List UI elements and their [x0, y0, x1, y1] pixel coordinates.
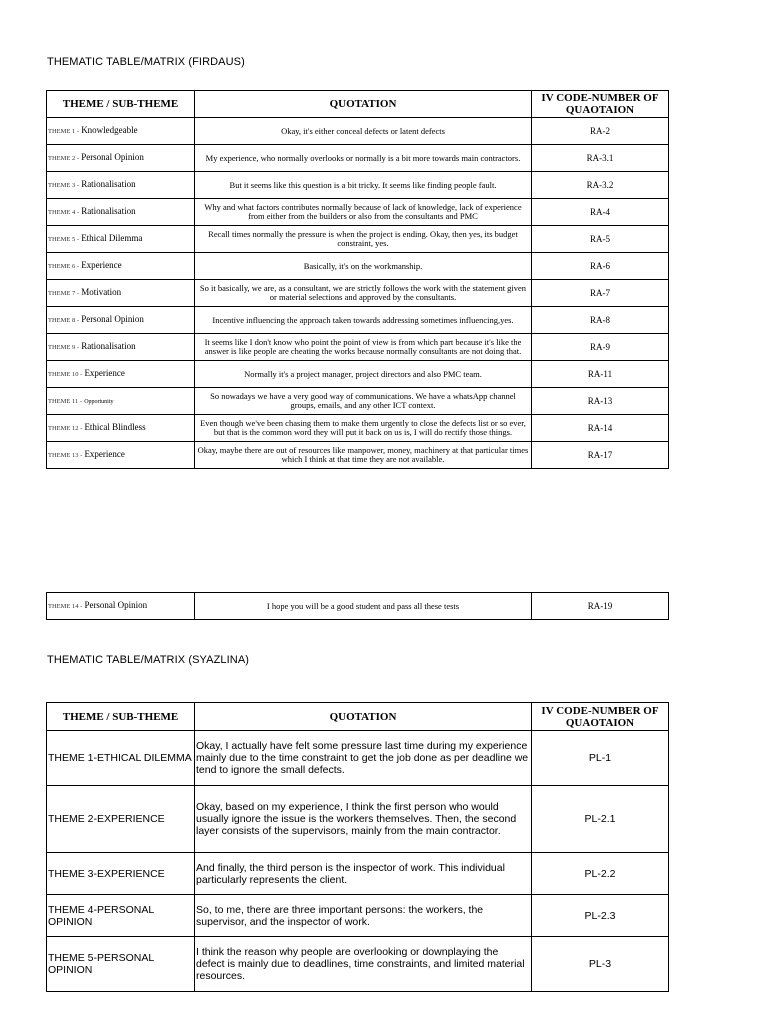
- header-quotation: QUOTATION: [195, 91, 532, 118]
- code-cell: RA-8: [532, 307, 669, 334]
- theme-name: Personal Opinion: [84, 600, 148, 610]
- code-cell: PL-2.3: [532, 895, 669, 937]
- quotation-cell: Basically, it's on the workmanship.: [195, 253, 532, 280]
- header-code: IV CODE-NUMBER OF QUAOTAION: [532, 703, 669, 731]
- quotation-cell: I hope you will be a good student and pass all these tests: [195, 593, 532, 620]
- theme-name: Motivation: [81, 287, 122, 297]
- header-code: IV CODE-NUMBER OF QUAOTAION: [532, 91, 669, 118]
- table-row: [47, 442, 669, 469]
- table-row: [47, 253, 669, 280]
- theme-cell: [47, 415, 195, 442]
- table-header-row: [47, 91, 669, 118]
- theme-number: THEME 7 -: [48, 290, 80, 297]
- theme-number: THEME 3 -: [48, 182, 80, 189]
- theme-cell: [47, 334, 195, 361]
- theme-cell: [47, 199, 195, 226]
- syazlina-thematic-table: [46, 702, 669, 992]
- theme-number: THEME 13 -: [48, 452, 83, 459]
- code-cell: PL-2.1: [532, 786, 669, 853]
- theme-cell: [47, 172, 195, 199]
- table-row: [47, 334, 669, 361]
- table-row: [47, 172, 669, 199]
- code-cell: RA-9: [532, 334, 669, 361]
- theme-number: THEME 9 -: [48, 344, 80, 351]
- quotation-cell: Okay, maybe there are out of resources like manpower, money, machinery at that particular times which I think at that time they are not available.: [195, 442, 532, 469]
- table-header-row: [47, 703, 669, 731]
- theme-name: Personal Opinion: [81, 314, 144, 324]
- table-row: [47, 786, 669, 853]
- quotation-cell: It seems like I don't know who point the point of view is from which part because it's like the answer is like people are cheating the works because normally consultants are not doing that.: [195, 334, 532, 361]
- theme-cell: THEME 2-EXPERIENCE: [47, 786, 195, 853]
- quotation-cell: Even though we've been chasing them to make them urgently to close the defects list or so ever, but that is the common word they will put it back on us is, I will do rectify those things.: [195, 415, 532, 442]
- code-cell: RA-14: [532, 415, 669, 442]
- theme-cell: [47, 307, 195, 334]
- quotation-cell: So it basically, we are, as a consultant, we are strictly follows the work with the statement given or material selections and approved by the consultants.: [195, 280, 532, 307]
- theme-name: Experience: [81, 260, 122, 270]
- theme-cell: [47, 226, 195, 253]
- quotation-cell: Recall times normally the pressure is when the project is ending. Okay, then yes, its budget constraint, yes.: [195, 226, 532, 253]
- header-theme: THEME / SUB-THEME: [47, 703, 195, 731]
- table-row: [47, 280, 669, 307]
- theme-cell: [47, 388, 195, 415]
- quotation-cell: Okay, based on my experience, I think the first person who would usually ignore the issue is the workers themselves. Then, the second layer consists of the supervisors, mainly from the main contractor.: [195, 786, 532, 853]
- theme-number: THEME 1 -: [48, 128, 80, 135]
- theme-number: THEME 8 -: [48, 317, 80, 324]
- quotation-cell: Why and what factors contributes normally because of lack of knowledge, lack of experience from either from the builders or also from the consultants and PMC: [195, 199, 532, 226]
- code-cell: PL-1: [532, 731, 669, 786]
- quotation-cell: So, to me, there are three important persons: the workers, the supervisor, and the inspector of work.: [195, 895, 532, 937]
- theme-cell: [47, 145, 195, 172]
- table-row: [47, 388, 669, 415]
- table-row: [47, 199, 669, 226]
- code-cell: RA-17: [532, 442, 669, 469]
- firdaus-thematic-table-continued: [46, 592, 669, 620]
- firdaus-heading: THEMATIC TABLE/MATRIX (FIRDAUS): [47, 56, 245, 68]
- theme-cell: [47, 361, 195, 388]
- code-cell: RA-13: [532, 388, 669, 415]
- firdaus-thematic-table: [46, 90, 669, 469]
- header-quotation: QUOTATION: [195, 703, 532, 731]
- code-cell: RA-2: [532, 118, 669, 145]
- table-row: [47, 145, 669, 172]
- theme-cell: [47, 593, 195, 620]
- quotation-cell: Incentive influencing the approach taken towards addressing sometimes influencing,yes.: [195, 307, 532, 334]
- syazlina-heading: THEMATIC TABLE/MATRIX (SYAZLINA): [47, 654, 250, 666]
- theme-name: Rationalisation: [81, 179, 136, 189]
- theme-cell: [47, 253, 195, 280]
- theme-name: Rationalisation: [81, 206, 136, 216]
- quotation-cell: Normally it's a project manager, project directors and also PMC team.: [195, 361, 532, 388]
- table-row: [47, 593, 669, 620]
- theme-name: Experience: [84, 449, 125, 459]
- theme-cell: THEME 1-ETHICAL DILEMMA: [47, 731, 195, 786]
- code-cell: PL-2.2: [532, 853, 669, 895]
- table-row: [47, 226, 669, 253]
- theme-name: Experience: [84, 368, 125, 378]
- table-row: [47, 361, 669, 388]
- theme-number: THEME 11 -: [48, 397, 83, 405]
- table-row: [47, 118, 669, 145]
- code-cell: RA-3.2: [532, 172, 669, 199]
- theme-number: THEME 14 -: [48, 603, 83, 610]
- theme-cell: [47, 118, 195, 145]
- theme-number: THEME 12 -: [48, 425, 83, 432]
- theme-number: THEME 5 -: [48, 236, 80, 243]
- quotation-cell: My experience, who normally overlooks or normally is a bit more towards main contractors.: [195, 145, 532, 172]
- code-cell: RA-19: [532, 593, 669, 620]
- table-row: [47, 895, 669, 937]
- code-cell: RA-11: [532, 361, 669, 388]
- quotation-cell: So nowadays we have a very good way of communications. We have a whatsApp channel groups, emails, and any other ICT context.: [195, 388, 532, 415]
- theme-name: Personal Opinion: [81, 152, 144, 162]
- theme-number: THEME 6 -: [48, 263, 80, 270]
- quotation-cell: I think the reason why people are overlooking or downplaying the defect is mainly due to deadlines, time constraints, and limited material resources.: [195, 937, 532, 992]
- table-row: [47, 307, 669, 334]
- code-cell: RA-7: [532, 280, 669, 307]
- theme-cell: THEME 3-EXPERIENCE: [47, 853, 195, 895]
- theme-number: THEME 4 -: [48, 209, 80, 216]
- theme-cell: THEME 5-PERSONAL OPINION: [47, 937, 195, 992]
- quotation-cell: Okay, it's either conceal defects or latent defects: [195, 118, 532, 145]
- quotation-cell: Okay, I actually have felt some pressure last time during my experience mainly due to the time constraint to get the job done as per deadline we tend to ignore the small defects.: [195, 731, 532, 786]
- theme-cell: THEME 4-PERSONAL OPINION: [47, 895, 195, 937]
- theme-cell: [47, 280, 195, 307]
- theme-name: Ethical Blindless: [84, 422, 146, 432]
- theme-number: THEME 10 -: [48, 371, 83, 378]
- header-theme: THEME / SUB-THEME: [47, 91, 195, 118]
- code-cell: RA-5: [532, 226, 669, 253]
- quotation-cell: But it seems like this question is a bit tricky. It seems like finding people fault.: [195, 172, 532, 199]
- code-cell: PL-3: [532, 937, 669, 992]
- theme-cell: [47, 442, 195, 469]
- table-row: [47, 853, 669, 895]
- code-cell: RA-3.1: [532, 145, 669, 172]
- quotation-cell: And finally, the third person is the inspector of work. This individual particularly represents the client.: [195, 853, 532, 895]
- table-row: [47, 937, 669, 992]
- code-cell: RA-6: [532, 253, 669, 280]
- table-row: [47, 731, 669, 786]
- table-row: [47, 415, 669, 442]
- theme-name: Rationalisation: [81, 341, 136, 351]
- theme-number: THEME 2 -: [48, 155, 80, 162]
- theme-name: Ethical Dilemma: [81, 233, 143, 243]
- code-cell: RA-4: [532, 199, 669, 226]
- theme-name: Knowledgeable: [81, 125, 138, 135]
- theme-name: Opportunity: [84, 398, 114, 405]
